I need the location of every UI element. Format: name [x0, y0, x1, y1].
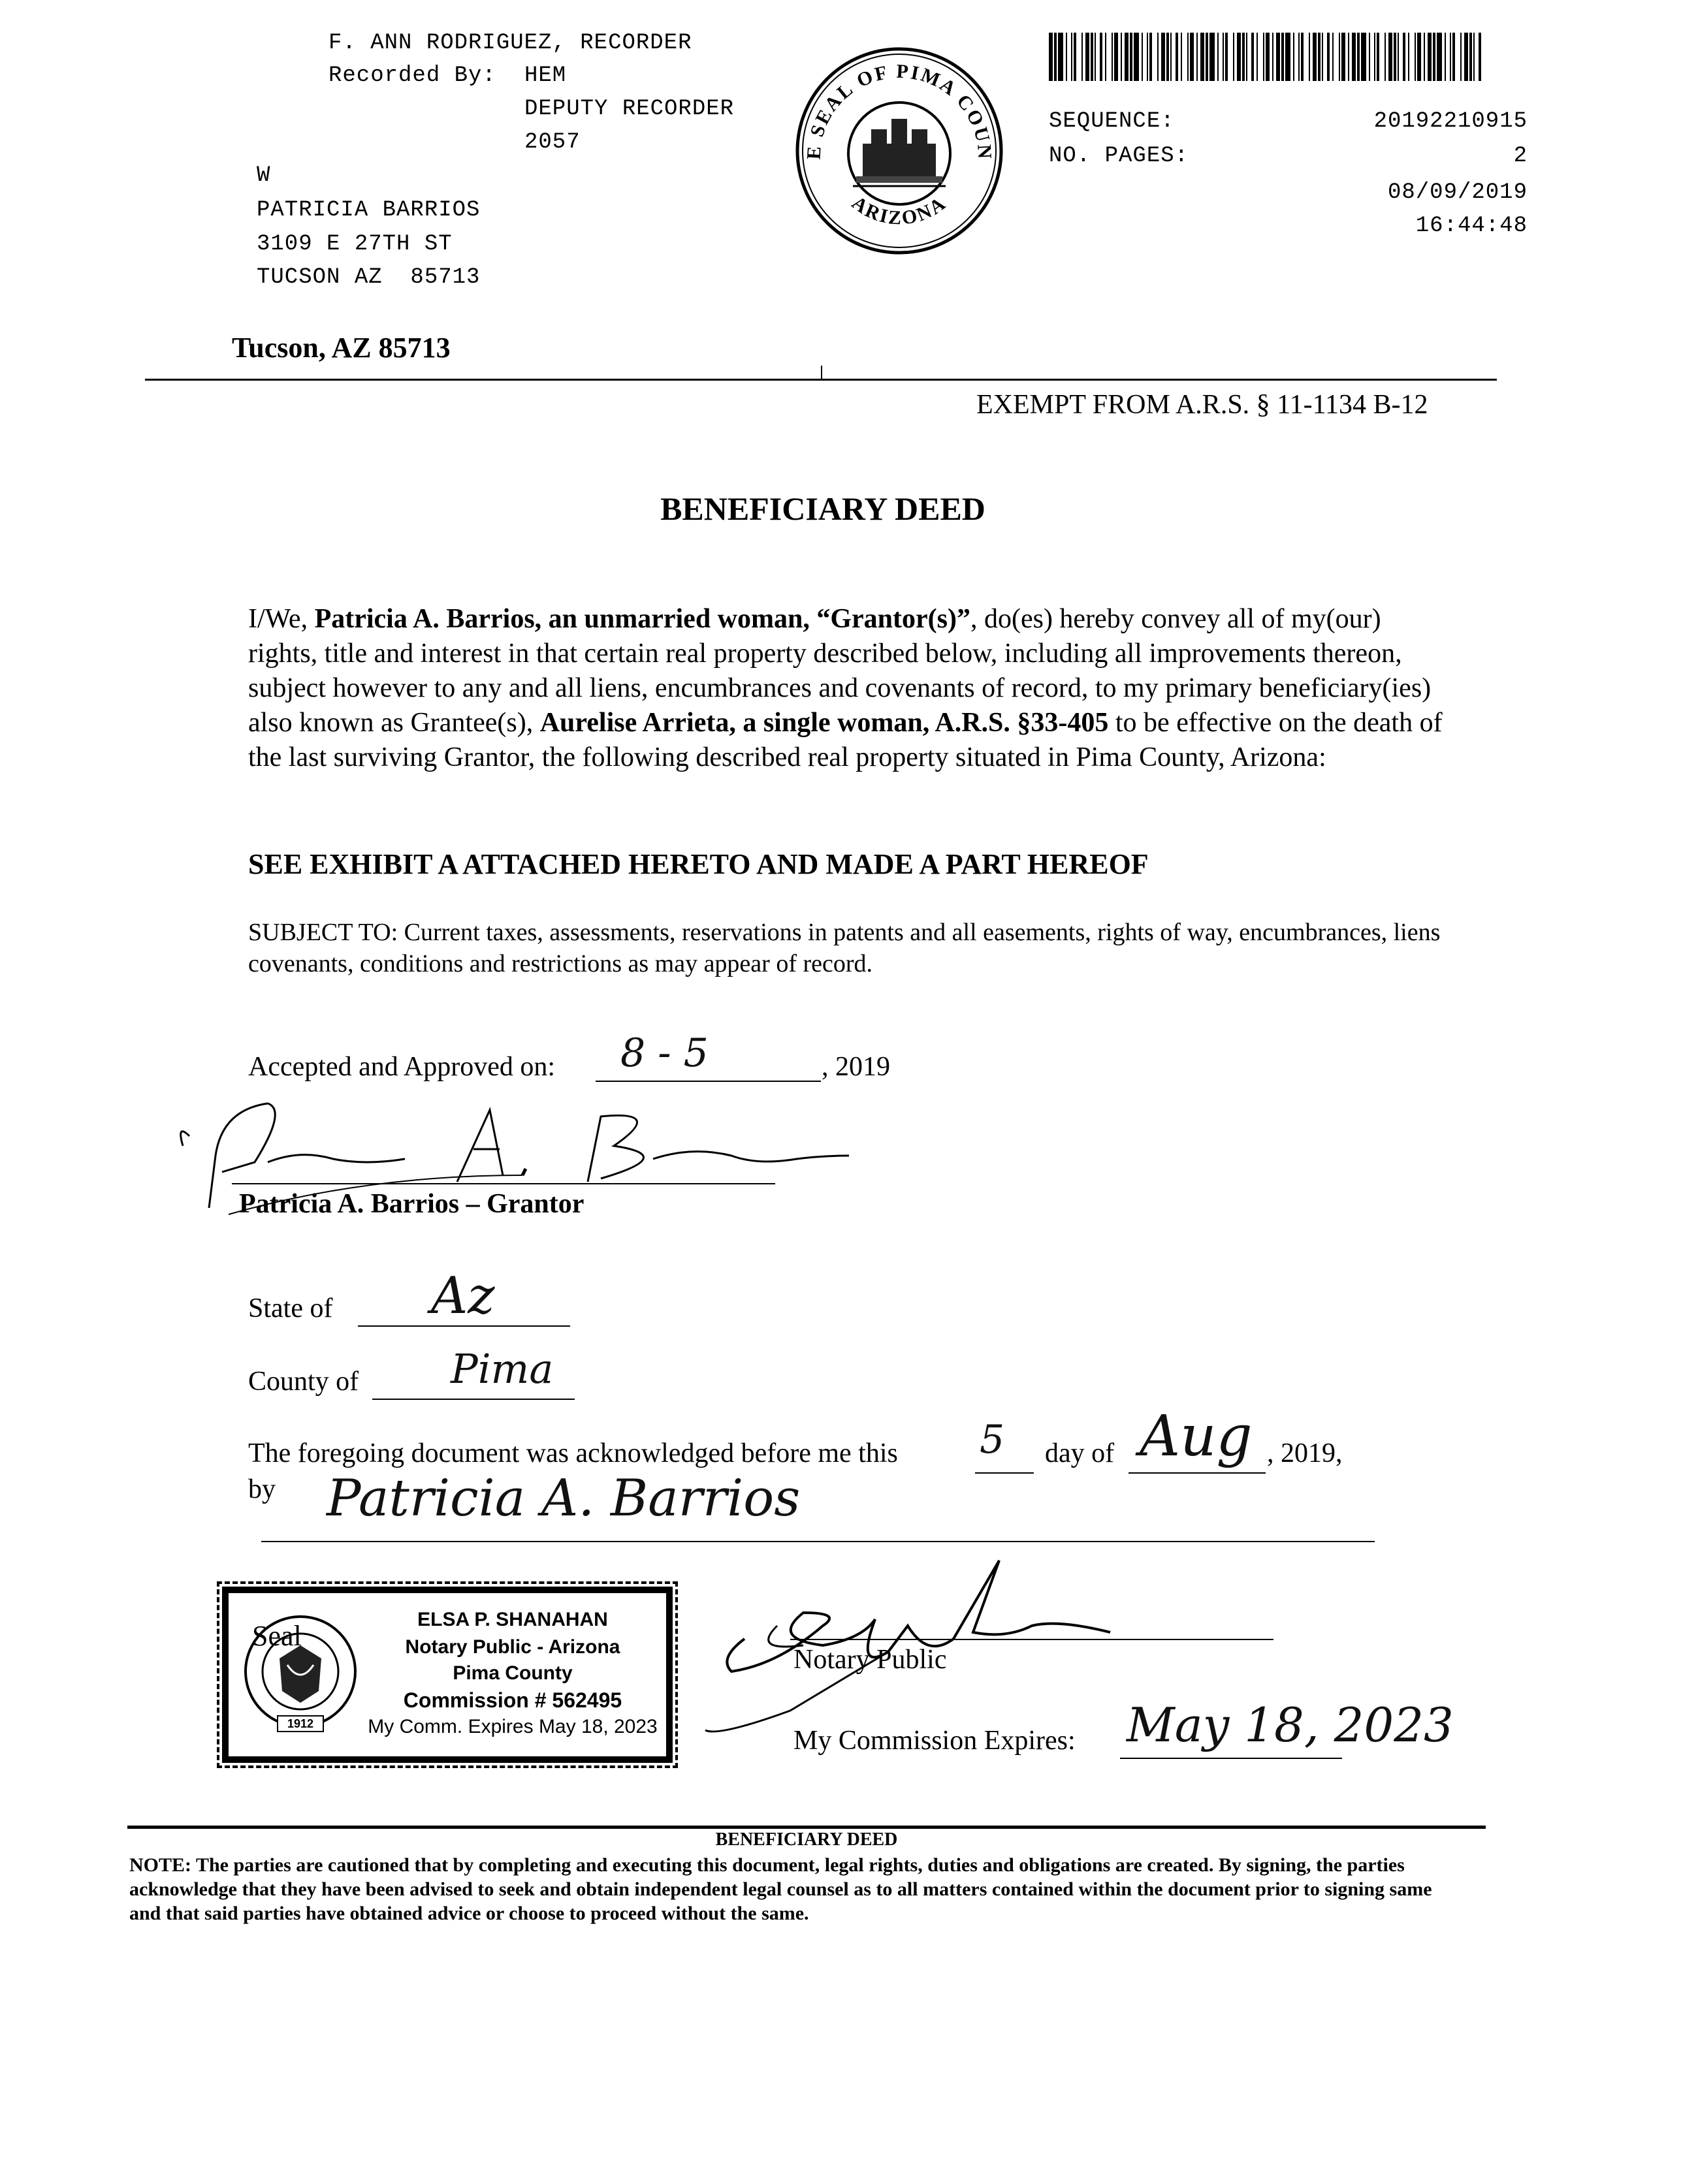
- barcode-bar: [1322, 33, 1323, 81]
- ack-part-c: , 2019,: [1267, 1438, 1343, 1468]
- stamp-commission: Commission # 562495: [403, 1688, 622, 1712]
- barcode-bar: [1095, 33, 1096, 81]
- barcode-bar: [1309, 33, 1310, 81]
- ack-part-b: day of: [1045, 1438, 1115, 1468]
- ack-part-a: The foregoing document was acknowledged before me this: [248, 1438, 898, 1468]
- barcode-bar: [1242, 33, 1245, 81]
- barcode-bar: [1332, 33, 1334, 81]
- barcode-bar: [1237, 33, 1241, 81]
- state-label: State of: [248, 1293, 333, 1323]
- barcode-bar: [1251, 33, 1254, 81]
- barcode-bar: [1190, 33, 1194, 81]
- barcode-bar: [1298, 33, 1300, 81]
- barcode-bar: [1272, 33, 1273, 81]
- document-title: BENEFICIARY DEED: [660, 490, 985, 527]
- barcode-bar: [1385, 33, 1386, 81]
- barcode-bar: [1166, 33, 1169, 81]
- return-street: 3109 E 27TH ST: [257, 232, 453, 257]
- accepted-year: , 2019: [822, 1052, 890, 1082]
- cut-off-address: Tucson, AZ 85713: [232, 332, 451, 364]
- accepted-label: Accepted and Approved on:: [248, 1052, 556, 1082]
- barcode-bar: [1217, 33, 1219, 81]
- deputy-number: 2057: [524, 130, 581, 155]
- return-name: PATRICIA BARRIOS: [257, 198, 481, 223]
- pages-value: 2: [1513, 144, 1528, 168]
- barcode-bar: [1285, 33, 1290, 81]
- grantee-name: Aurelise Arrieta, a single woman, A.R.S. §33-405: [539, 708, 1109, 738]
- barcode-bar: [1181, 33, 1182, 81]
- ack-by-label: by: [248, 1474, 276, 1504]
- sequence-label: SEQUENCE:: [1049, 109, 1175, 134]
- subject-to-paragraph: SUBJECT TO: Current taxes, assessments, reservations in patents and all easements, rights of way, encumbrances, liens covenants, conditions and restrictions as may appear of record.: [248, 919, 1441, 977]
- barcode-bar: [1433, 33, 1435, 81]
- barcode-bar: [1464, 33, 1468, 81]
- header-rule-tick: [821, 366, 822, 380]
- barcode-bar: [1074, 33, 1076, 81]
- barcode-bar: [1054, 33, 1057, 81]
- exempt-line: EXEMPT FROM A.R.S. § 11-1134 B-12: [976, 390, 1428, 420]
- barcode-bar: [1424, 33, 1425, 81]
- notary-signature-line: [790, 1639, 1273, 1640]
- p1-part-a: I/We,: [248, 604, 315, 634]
- footer-title: BENEFICIARY DEED: [715, 1829, 898, 1850]
- barcode-bar: [1369, 33, 1370, 81]
- footer-rule: [127, 1826, 1486, 1829]
- recorded-by-value: HEM: [524, 63, 567, 88]
- barcode-bar: [1147, 33, 1148, 81]
- barcode-bar: [1105, 33, 1106, 81]
- stamp-county: Pima County: [453, 1662, 573, 1684]
- stamp-name: ELSA P. SHANAHAN: [417, 1609, 608, 1630]
- return-code: W: [257, 163, 271, 188]
- barcode-bar: [1149, 33, 1152, 81]
- barcode-bar: [1318, 33, 1321, 81]
- barcode-bar: [1377, 33, 1379, 81]
- barcode-bar: [1200, 33, 1204, 81]
- barcode-bar: [1450, 33, 1451, 81]
- p1-part-c: to be effective on the death of the last surviving Grantor, the following described real property situated in Pima County, Arizona:: [248, 708, 1443, 772]
- barcode-bar: [1091, 33, 1093, 81]
- barcode-bar: [1415, 33, 1416, 81]
- barcode-bar: [1209, 33, 1215, 81]
- barcode-bar: [1257, 33, 1258, 81]
- barcode-bar: [1071, 33, 1072, 81]
- barcode-bar: [1301, 33, 1304, 81]
- notary-stamp: [222, 1587, 673, 1763]
- ack-by-value: Patricia A. Barrios: [327, 1469, 801, 1528]
- barcode-bar: [1233, 33, 1234, 81]
- barcode-bar: [1049, 33, 1053, 81]
- barcode-bar: [1161, 33, 1165, 81]
- barcode-bar: [1361, 33, 1366, 81]
- barcode-bar: [1403, 33, 1405, 81]
- stamp-seal-year: 1912: [287, 1717, 314, 1730]
- barcode-bar: [1112, 33, 1113, 81]
- deputy-recorder: DEPUTY RECORDER: [524, 97, 735, 121]
- seal-top-text: E SEAL OF PIMA COUN: [803, 60, 996, 161]
- stamp-seal-label: Seal: [252, 1620, 302, 1652]
- stamp-title: Notary Public - Arizona: [405, 1636, 620, 1658]
- commission-label: My Commission Expires:: [793, 1726, 1076, 1756]
- county-value: Pima: [451, 1345, 554, 1393]
- barcode-bar: [1187, 33, 1189, 81]
- commission-value: May 18, 2023: [1127, 1698, 1454, 1752]
- accepted-date-handwritten: 8 - 5: [620, 1030, 709, 1076]
- record-time: 16:44:48: [1415, 214, 1528, 238]
- barcode-bar: [1157, 33, 1159, 81]
- barcode-bar: [1121, 33, 1122, 81]
- barcode-bar: [1266, 33, 1270, 81]
- barcode-bar: [1176, 33, 1178, 81]
- grantor-name: Patricia A. Barrios, an unmarried woman, “Grantor(s)”: [314, 604, 970, 634]
- barcode-bar: [1469, 33, 1472, 81]
- barcode-bar: [1263, 33, 1264, 81]
- barcode-bar: [1223, 33, 1224, 81]
- exhibit-line: SEE EXHIBIT A ATTACHED HERETO AND MADE A PART HEREOF: [248, 848, 1149, 880]
- barcode-bar: [1417, 33, 1421, 81]
- barcode-bar: [1246, 33, 1247, 81]
- barcode-bar: [1445, 33, 1446, 81]
- pima-county-seal: [794, 46, 1004, 256]
- barcode-bar: [1460, 33, 1462, 81]
- barcode-bar: [1114, 33, 1118, 81]
- barcode-bar: [1281, 33, 1284, 81]
- recorded-by-label: Recorded By:: [328, 63, 496, 88]
- barcode-bar: [1276, 33, 1280, 81]
- barcode-bar: [1357, 33, 1360, 81]
- grantor-signature-line: [232, 1183, 775, 1184]
- notary-public-label: Notary Public: [793, 1645, 947, 1675]
- barcode-bar: [1428, 33, 1432, 81]
- p1-part-b: , do(es) hereby convey all of my(our) rights, title and interest in that certain real property described below, including all improvements thereon, subject however to any and all liens, encumbrances and covenants of record, to my primary beneficiary(ies) also known as Grantee(s),: [248, 604, 1432, 738]
- conveyance-paragraph: [248, 602, 1456, 775]
- barcode-bar: [1293, 33, 1294, 81]
- return-city: TUCSON AZ 85713: [257, 265, 481, 290]
- record-date: 08/09/2019: [1387, 180, 1528, 205]
- barcode-bar: [1085, 33, 1089, 81]
- barcode-bar: [1452, 33, 1455, 81]
- barcode-bar: [1170, 33, 1172, 81]
- ack-day-value: 5: [980, 1417, 1005, 1463]
- barcode-bar: [1125, 33, 1129, 81]
- barcode-bar: [1100, 33, 1102, 81]
- barcode: [1049, 33, 1485, 81]
- stamp-expires: My Comm. Expires May 18, 2023: [368, 1716, 658, 1737]
- barcode-bar: [1134, 33, 1139, 81]
- footer-note: NOTE: The parties are cautioned that by completing and executing this document, legal rights, duties and obligations are created. By signing, the parties acknowledge that they have been advised to seek and obtain independent legal counsel as to all matters contained within the document prior to signing same and that said parties have obtained advice or choose to proceed without the same.: [129, 1854, 1432, 1924]
- barcode-bar: [1437, 33, 1442, 81]
- ack-month-value: Aug: [1140, 1404, 1253, 1469]
- barcode-bar: [1341, 33, 1345, 81]
- barcode-bar: [1352, 33, 1356, 81]
- seal-bottom-text: ARIZONA: [848, 191, 951, 229]
- barcode-bar: [1196, 33, 1198, 81]
- recorder-name: F. ANN RODRIGUEZ, RECORDER: [328, 31, 692, 55]
- barcode-bar: [1130, 33, 1132, 81]
- barcode-bar: [1327, 33, 1330, 81]
- barcode-bar: [1374, 33, 1375, 81]
- barcode-bar: [1339, 33, 1340, 81]
- barcode-bar: [1142, 33, 1143, 81]
- state-value: Az: [431, 1267, 495, 1325]
- grantor-signature: [170, 1084, 875, 1247]
- arizona-state-seal: [242, 1606, 359, 1737]
- barcode-bar: [1206, 33, 1208, 81]
- barcode-bar: [1394, 33, 1396, 81]
- svg-text:ARIZONA: [848, 192, 950, 229]
- barcode-bar: [1225, 33, 1228, 81]
- barcode-bar: [1058, 33, 1063, 81]
- barcode-bar: [1408, 33, 1409, 81]
- barcode-bar: [1398, 33, 1399, 81]
- barcode-bar: [1479, 33, 1481, 81]
- pages-label: NO. PAGES:: [1049, 144, 1189, 168]
- sequence-value: 20192210915: [1373, 109, 1528, 134]
- grantor-caption: Patricia A. Barrios – Grantor: [239, 1189, 584, 1219]
- barcode-bar: [1081, 33, 1083, 81]
- county-label: County of: [248, 1367, 359, 1397]
- barcode-bar: [1473, 33, 1475, 81]
- barcode-bar: [1348, 33, 1349, 81]
- barcode-bar: [1066, 33, 1067, 81]
- barcode-bar: [1388, 33, 1392, 81]
- barcode-bar: [1313, 33, 1317, 81]
